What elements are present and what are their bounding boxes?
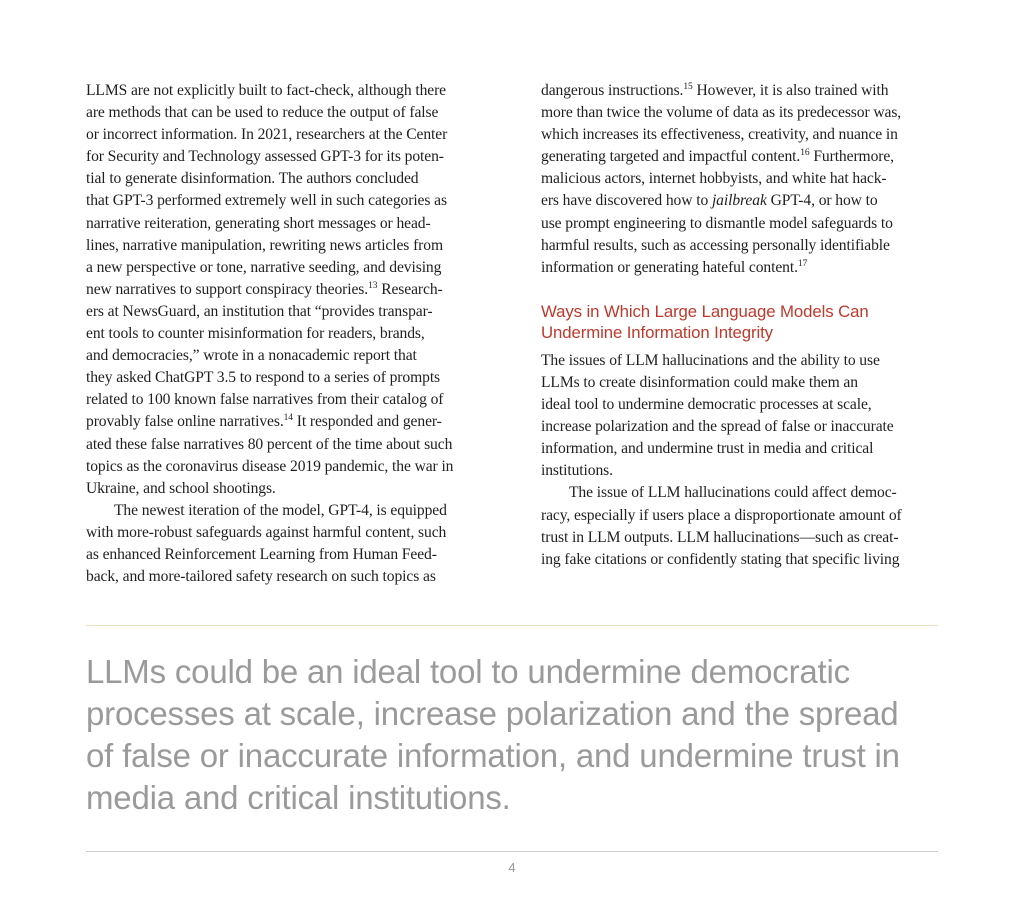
text-run: dangerous instructions. <box>541 82 684 99</box>
text-run: Research- <box>377 280 443 298</box>
left-column <box>86 80 486 588</box>
text-line: harmful results, such as accessing personally identifiable <box>541 236 890 254</box>
text-line: topics as the coronavirus disease 2019 pandemic, the war in <box>86 457 454 475</box>
text-line: malicious actors, internet hobbyists, and white hat hack- <box>541 170 887 188</box>
text-line <box>541 80 939 102</box>
text-line: LLMS are not explicitly built to fact-check, although there <box>86 82 447 99</box>
footnote-ref-13[interactable]: 13 <box>368 280 378 291</box>
heading-line: Undermine Information Integrity <box>541 323 773 343</box>
text-run: generating targeted and impactful content. <box>541 148 801 166</box>
text-line: The newest iteration of the model, GPT-4, is equipped <box>114 501 447 519</box>
text-line: LLMs to create disinformation could make them an <box>541 373 858 391</box>
text-run: GPT-4, or how to <box>766 192 878 210</box>
right-column <box>541 80 939 571</box>
text-line: use prompt engineering to dismantle model safeguards to <box>541 214 893 232</box>
text-run: information or generating hateful content. <box>541 258 798 276</box>
footnote-ref-17[interactable]: 17 <box>797 258 808 269</box>
text-line: and democracies,” wrote in a nonacademic report that <box>86 347 417 365</box>
text-line: are methods that can be used to reduce the output of false <box>86 104 439 122</box>
text-line: ated these false narratives 80 percent of the time about such <box>86 435 453 453</box>
text-line <box>541 257 939 279</box>
pull-quote-line: processes at scale, increase polarization and the spread <box>86 695 899 732</box>
text-line: lines, narrative manipulation, rewriting news articles from <box>86 236 443 254</box>
body-paragraph <box>86 500 486 588</box>
text-line: as enhanced Reinforcement Learning from Human Feed- <box>86 545 437 563</box>
text-line: with more-robust safeguards against harmful content, such <box>86 523 447 541</box>
text-line: information, and undermine trust in media and critical <box>541 440 874 458</box>
text-run: It responded and gener- <box>292 413 442 431</box>
text-line: ing fake citations or confidently stating that specific living <box>541 550 900 568</box>
footer-rule <box>86 851 938 852</box>
pull-quote-line: of false or inaccurate information, and undermine trust in <box>86 737 900 774</box>
text-line <box>86 279 486 301</box>
footnote-ref-16[interactable]: 16 <box>800 148 810 159</box>
section-heading <box>541 301 939 344</box>
text-line <box>86 411 486 433</box>
body-paragraph <box>541 482 939 570</box>
text-line: Ukraine, and school shootings. <box>86 479 276 497</box>
text-line <box>541 190 939 212</box>
text-line: The issue of LLM hallucinations could affect democ- <box>569 484 897 502</box>
text-run: new narratives to support conspiracy theories. <box>86 280 369 298</box>
text-line: back, and more-tailored safety research on such topics as <box>86 568 436 586</box>
text-run: ers have discovered how to <box>541 192 712 210</box>
pull-quote-line: media and critical institutions. <box>86 779 511 816</box>
text-line: or incorrect information. In 2021, researchers at the Center <box>86 126 448 144</box>
pull-quote-line: LLMs could be an ideal tool to undermine democratic <box>86 653 850 690</box>
text-line: institutions. <box>541 462 613 480</box>
text-line: they asked ChatGPT 3.5 to respond to a series of prompts <box>86 369 441 387</box>
pull-quote-top-rule <box>86 625 938 626</box>
text-line: trust in LLM outputs. LLM hallucinations—such as creat- <box>541 528 899 546</box>
body-paragraph <box>541 350 939 483</box>
text-line: ers at NewsGuard, an institution that “provides transpar- <box>86 302 433 320</box>
footnote-ref-15[interactable]: 15 <box>683 82 693 92</box>
text-line: narrative reiteration, generating short messages or head- <box>86 214 431 232</box>
text-run: Furthermore, <box>809 148 894 166</box>
text-line: ideal tool to undermine democratic processes at scale, <box>541 396 872 414</box>
text-line <box>541 146 939 168</box>
text-line: for Security and Technology assessed GPT-3 for its poten- <box>86 148 444 166</box>
heading-line: Ways in Which Large Language Models Can <box>541 301 869 321</box>
body-paragraph <box>86 80 486 500</box>
text-line: ent tools to counter misinformation for readers, brands, <box>86 325 425 343</box>
pull-quote <box>86 651 956 819</box>
text-line: tial to generate disinformation. The authors concluded <box>86 170 419 188</box>
text-line: that GPT-3 performed extremely well in such categories as <box>86 192 447 210</box>
body-paragraph <box>541 80 939 279</box>
text-line: related to 100 known false narratives from their catalog of <box>86 391 444 409</box>
text-run: However, it is also trained with <box>692 82 889 99</box>
text-line: increase polarization and the spread of false or inaccurate <box>541 418 894 436</box>
footnote-ref-14[interactable]: 14 <box>283 413 293 424</box>
text-line: a new perspective or tone, narrative seeding, and devising <box>86 258 442 276</box>
text-line: which increases its effectiveness, creativity, and nuance in <box>541 126 898 144</box>
text-line: racy, especially if users place a disproportionate amount of <box>541 506 902 524</box>
text-run: provably false online narratives. <box>86 413 284 431</box>
text-line: more than twice the volume of data as its predecessor was, <box>541 104 902 122</box>
text-line: The issues of LLM hallucinations and the ability to use <box>541 351 880 369</box>
emphasis-jailbreak: jailbreak <box>711 192 767 210</box>
page-number: 4 <box>508 860 516 875</box>
